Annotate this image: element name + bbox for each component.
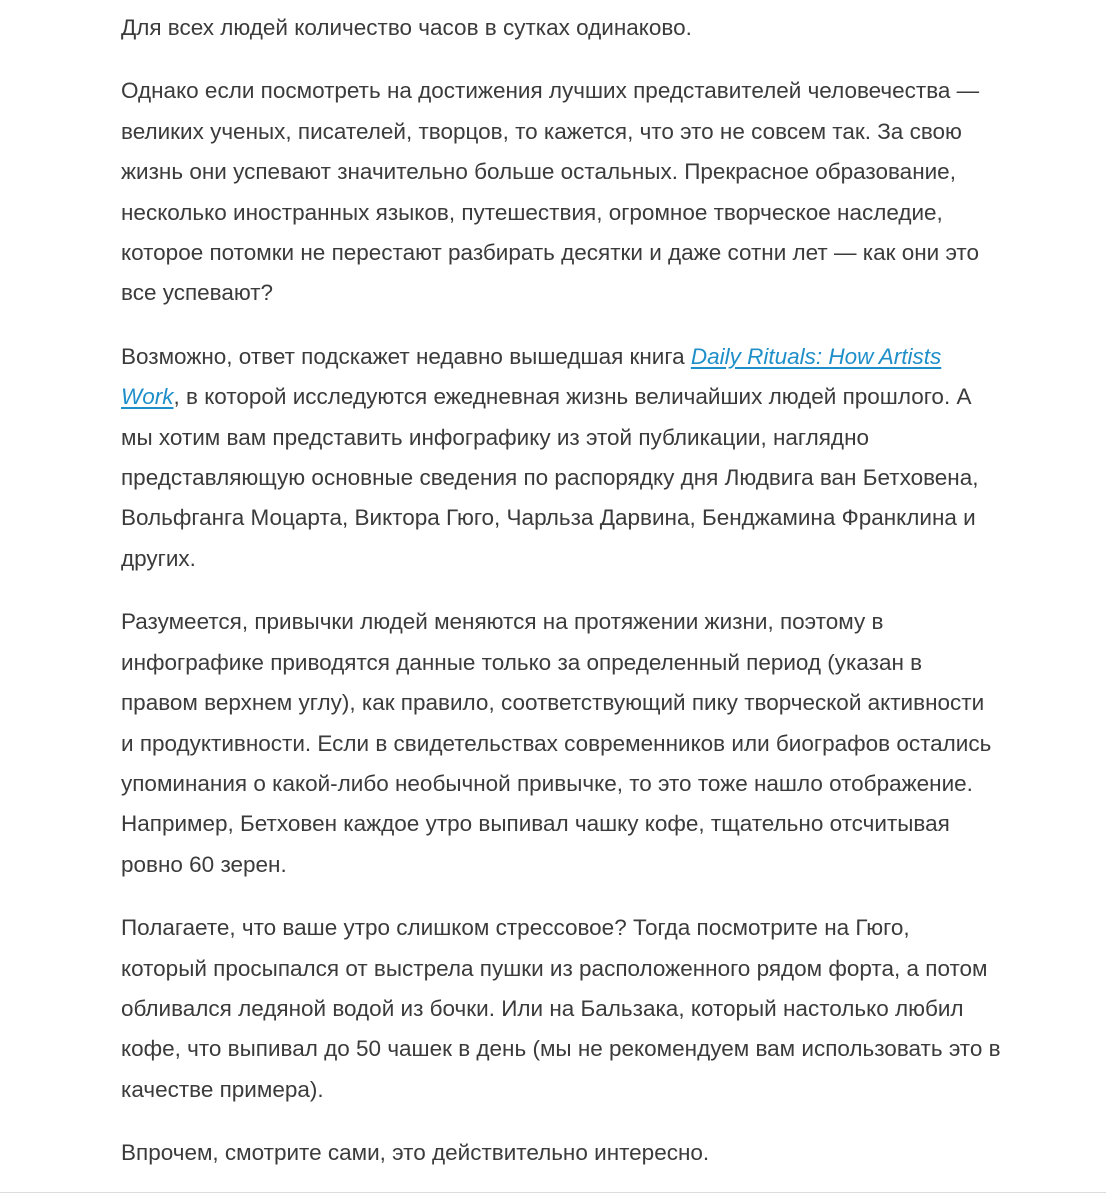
paragraph-book-lead: Возможно, ответ подскажет недавно вышедшая книга	[121, 343, 691, 369]
paragraph-habits: Разумеется, привычки людей меняются на протяжении жизни, поэтому в инфографике приводятся данные только за определенный период (указан в правом верхнем углу), как правило, соответствующий пику творческой активности и продуктивности. Если в свидетельствах современников или биографов остались упоминания о какой-либо необычной привычке, то это тоже нашло отображение. Например, Бетховен каждое утро выпивал чашку кофе, тщательно отсчитывая ровно 60 зерен.	[121, 609, 992, 877]
paragraph-achievements: Однако если посмотреть на достижения лучших представителей человечества — великих ученых, писателей, творцов, то кажется, что это не совсем так. За свою жизнь они успевают значительно больше остальных. Прекрасное образование, несколько иностранных языков, путешествия, огромное творческое наследие, которое потомки не перестают разбирать десятки и даже сотни лет — как они это все успевают?	[121, 78, 980, 306]
paragraph-closing: Впрочем, смотрите сами, это действительно интересно.	[121, 1140, 710, 1166]
article-body	[121, 8, 1001, 1174]
paragraph-book	[121, 337, 1001, 579]
bottom-divider	[0, 1192, 1106, 1193]
paragraph-intro: Для всех людей количество часов в сутках одинаково.	[121, 15, 692, 40]
book-link[interactable]: Daily Rituals: How Artists Work	[121, 343, 942, 410]
paragraph-examples: Полагаете, что ваше утро слишком стрессовое? Тогда посмотрите на Гюго, который просыпался от выстрела пушки из расположенного рядом форта, а потом обливался ледяной водой из бочки. Или на Бальзака, который настолько любил кофе, что выпивал до 50 чашек в день (мы не рекомендуем вам использовать это в качестве примера).	[121, 915, 1001, 1102]
paragraph-book-tail: , в которой исследуются ежедневная жизнь величайших людей прошлого. А мы хотим вам представить инфографику из этой публикации, наглядно представляющую основные сведения по распорядку дня Людвига ван Бетховена, Вольфганга Моцарта, Виктора Гюго, Чарльза Дарвина, Бенджамина Франклина и других.	[121, 384, 979, 571]
